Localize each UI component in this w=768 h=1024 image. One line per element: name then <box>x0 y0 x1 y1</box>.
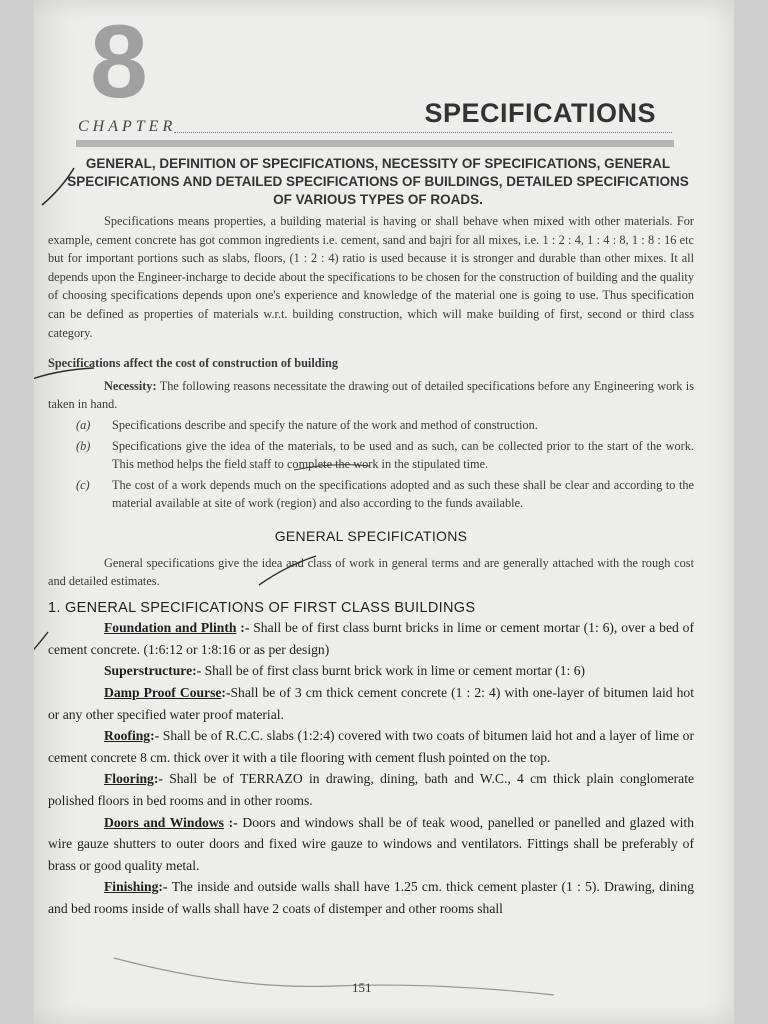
spec-item <box>48 725 694 768</box>
page-number: 151 <box>352 980 372 995</box>
spec-term: Damp Proof Course <box>104 685 222 701</box>
spec-sep: :- <box>192 663 205 679</box>
spec-sep: :- <box>150 728 163 744</box>
book-page <box>34 0 734 1024</box>
necessity-item <box>48 476 694 513</box>
necessity-text: The following reasons necessitate the drawing out of detailed specifications before any Engineering work is taken in hand. <box>48 378 694 412</box>
spec-term: Flooring <box>104 771 154 787</box>
necessity-lead: Necessity: <box>104 378 157 393</box>
first-class-title: GENERAL SPECIFICATIONS OF FIRST CLASS BUILDINGS <box>65 599 476 616</box>
necessity-item <box>48 416 694 435</box>
spec-term: Foundation and Plinth <box>104 620 237 636</box>
heading-bar <box>76 140 674 147</box>
spec-text: Doors and windows shall be of teak wood, panelled or panelled and glazed with wire gauze shutters to outer doors and fixed wire gauze to windows and ventilators. Fittings shall be preferably of brass or good quality metal. <box>48 814 694 873</box>
chapter-title: SPECIFICATIONS <box>424 98 656 128</box>
chapter-syllabus: GENERAL, DEFINITION OF SPECIFICATIONS, NECESSITY OF SPECIFICATIONS, GENERAL SPECIFICATIONS AND DETAILED SPECIFICATIONS OF BUILDINGS, DETAILED SPECIFICATIONS OF VARIOUS TYPES OF ROADS. <box>67 156 689 207</box>
spec-item <box>48 660 694 682</box>
spec-sep: :- <box>223 814 243 830</box>
spec-item <box>48 812 694 877</box>
item-text: Specifications give the idea of the materials, to be used and as such, can be collected prior to the start of the work. This method helps the field staff to complete the work in the stipulated time. <box>112 438 694 472</box>
spec-sep: :- <box>153 771 170 787</box>
chapter-number: 8 <box>90 4 148 120</box>
item-label: (b) <box>76 438 91 453</box>
chapter-label: CHAPTER <box>78 118 177 135</box>
spec-item <box>48 768 694 811</box>
spec-text: Shall be of first class burnt brick work in lime or cement mortar (1: 6) <box>204 663 586 679</box>
spec-term: Superstructure <box>104 663 193 679</box>
spec-sep: :- <box>158 879 172 895</box>
spec-sep: :- <box>221 685 231 701</box>
cost-subheading: Specifications affect the cost of construction of building <box>48 356 338 371</box>
page-body <box>48 212 694 920</box>
spec-term: Finishing <box>104 879 159 895</box>
spec-text: Shall be of first class burnt bricks in lime or cement mortar (1: 6), over a bed of cement concrete. (1:6:12 or 1:8:16 or as per design) <box>48 620 694 657</box>
necessity-item <box>48 437 694 474</box>
spec-item <box>48 876 694 919</box>
spec-text: Shall be of TERRAZO in drawing, dining, bath and W.C., 4 cm thick plain conglomerate polished floors in bed rooms and in other rooms. <box>48 771 694 809</box>
spec-text: The inside and outside walls shall have 1.25 cm. thick cement plaster (1 : 5). Drawing, dining and bed rooms inside of walls shall have 2 coats of distemper and other rooms shall <box>48 879 695 916</box>
first-class-heading <box>48 599 694 618</box>
spec-sep: :- <box>236 620 254 636</box>
dotted-rule <box>174 132 672 133</box>
first-class-list <box>48 617 694 919</box>
general-spec-heading: GENERAL SPECIFICATIONS <box>274 527 468 544</box>
first-class-number: 1. <box>48 599 61 616</box>
necessity-paragraph <box>48 377 694 414</box>
spec-text: Shall be of 3 cm thick cement concrete (1 : 2: 4) with one-layer of bitumen laid hot or any other specified water proof material. <box>48 685 694 722</box>
spec-term: Roofing <box>104 728 151 744</box>
spec-term: Doors and Windows <box>104 814 224 830</box>
intro-paragraph: Specifications means properties, a building material is having or shall behave when mixed with other materials. For example, cement concrete has got common ingredients i.e. cement, sand and bajri for all mixes, i.e. 1 : 2 : 4, 1 : 4 : 8, 1 : 8 : 16 etc but for important portions such as slabs, floors, (1 : 2 : 4) ratio is used because it is stronger and durable than other mixes. It all depends upon the Engineer-incharge to decide about the specifications to be chosen for the construction of building and the quality of choosing specifications depends upon one's experience and knowledge of the material one is going to use. Thus specification can be defined as properties of materials w.r.t. building construction, which will make building of first, second or third class category. <box>48 214 694 340</box>
item-text: The cost of a work depends much on the specifications adopted and as such these shall be clear and according to the material available at site of work (region) and also according to the funds available. <box>112 477 694 511</box>
general-spec-text: General specifications give the idea and class of work in general terms and are generally attached with the rough cost and detailed estimates. <box>48 555 694 589</box>
spec-item <box>48 617 694 660</box>
item-label: (a) <box>76 417 91 432</box>
item-text: Specifications describe and specify the nature of the work and method of construction. <box>112 417 538 432</box>
spec-item <box>48 682 694 725</box>
item-label: (c) <box>76 477 90 492</box>
spec-text: Shall be of R.C.C. slabs (1:2:4) covered with two coats of bitumen laid hot and a layer of lime or cement concrete 8 cm. thick over it with a tile flooring with cement flush pointed on the top. <box>48 728 695 765</box>
